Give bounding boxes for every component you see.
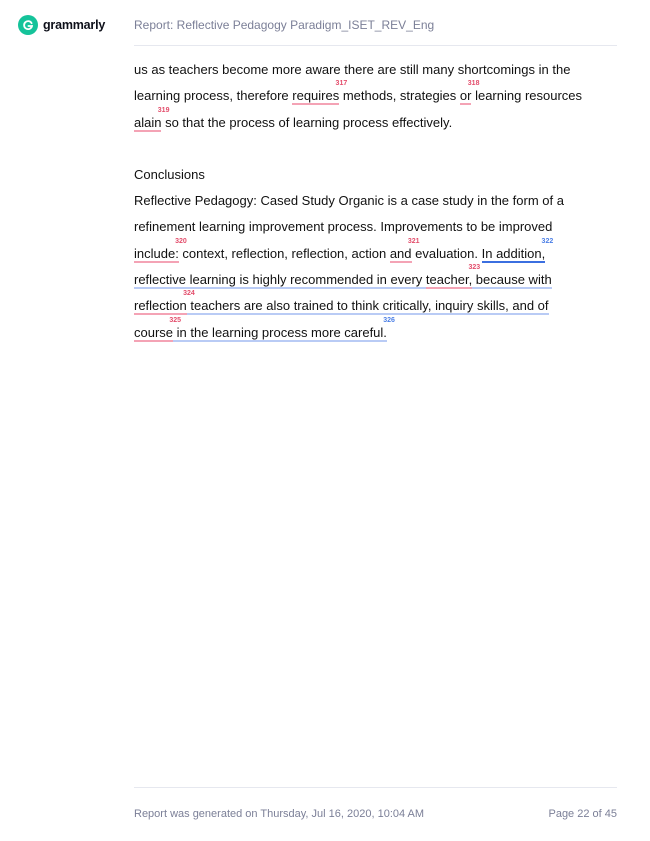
section-heading: Conclusions (134, 166, 205, 182)
suggestion-mark-319[interactable] (134, 106, 170, 132)
suggestion-number: 326 (383, 316, 395, 324)
suggestion-mark-322[interactable] (481, 237, 554, 263)
text-line (134, 57, 617, 83)
suggestion-number: 324 (183, 290, 195, 298)
text-run: because with (472, 272, 552, 288)
marked-text: requires (292, 88, 340, 104)
text-run: us as teachers become more aware there are still many shortcomings in the (134, 62, 571, 77)
suggestion-number: 325 (169, 316, 182, 324)
text-run: refinement learning improvement process. Improvements to be improved (134, 219, 553, 235)
suggestion-mark-317[interactable] (292, 80, 348, 105)
suggestion-number: 323 (468, 264, 481, 272)
marked-text: or (459, 88, 472, 104)
text-run: methods, strategies (339, 88, 460, 104)
marked-text: alain (134, 114, 162, 130)
text-run: teachers are also trained to think critically, inquiry skills, and of (186, 298, 549, 314)
document-body (134, 57, 617, 346)
header-divider (134, 45, 617, 46)
text-run: so that the process of learning process effectively. (161, 114, 453, 130)
marked-text: and (389, 245, 412, 261)
suggestion-mark-324-sentence[interactable] (134, 290, 549, 315)
marked-text: In addition, (481, 245, 546, 261)
suggestion-number: 318 (467, 80, 480, 88)
text-run: Reflective Pedagogy: Cased Study Organic is a case study in the form of a (134, 193, 564, 209)
suggestion-mark-318[interactable] (459, 80, 480, 105)
suggestion-number: 321 (407, 237, 420, 245)
suggestion-mark-325[interactable] (134, 316, 182, 342)
suggestion-mark-321[interactable] (389, 237, 420, 263)
text-line (134, 106, 617, 136)
suggestion-number: 320 (175, 237, 187, 245)
grammarly-logo (18, 15, 105, 35)
page-number: Page 22 of 45 (548, 808, 617, 820)
text-run: learning process, therefore (134, 88, 293, 104)
report-title: Report: Reflective Pedagogy Paradigm_ISET_REV_Eng (134, 18, 435, 32)
suggestion-mark-326[interactable] (134, 316, 395, 342)
text-run: context, reflection, reflection, action (178, 245, 390, 261)
text-run: reflective learning is highly recommended in every (134, 272, 426, 288)
suggestion-mark-323-sentence[interactable] (134, 264, 552, 289)
text-line (134, 237, 617, 267)
marked-text: teacher, (425, 272, 473, 288)
text-run: evaluation. (411, 245, 482, 261)
report-generated-date: Report was generated on Thursday, Jul 16, 2020, 10:04 AM (134, 808, 425, 820)
suggestion-number: 319 (157, 106, 170, 114)
text-line (134, 290, 617, 319)
suggestion-mark-324[interactable] (134, 290, 195, 315)
suggestion-mark-323[interactable] (425, 264, 481, 289)
suggestion-number: 322 (541, 237, 554, 245)
text-line (134, 188, 617, 214)
text-line (134, 80, 617, 109)
suggestion-number: 317 (335, 80, 348, 88)
marked-text: include: (134, 245, 179, 261)
suggestion-mark-320[interactable] (134, 237, 187, 263)
text-line (134, 316, 617, 346)
report-header (0, 0, 650, 50)
text-run: in the learning process more careful. (173, 324, 387, 340)
grammarly-g-icon (18, 15, 38, 35)
footer-divider (134, 787, 617, 788)
brand-name: grammarly (43, 18, 106, 32)
paragraph-gap (134, 136, 617, 162)
marked-text: reflection (134, 298, 187, 314)
text-line (134, 264, 617, 293)
marked-text: course (134, 324, 174, 340)
text-run: learning resources (471, 88, 583, 104)
